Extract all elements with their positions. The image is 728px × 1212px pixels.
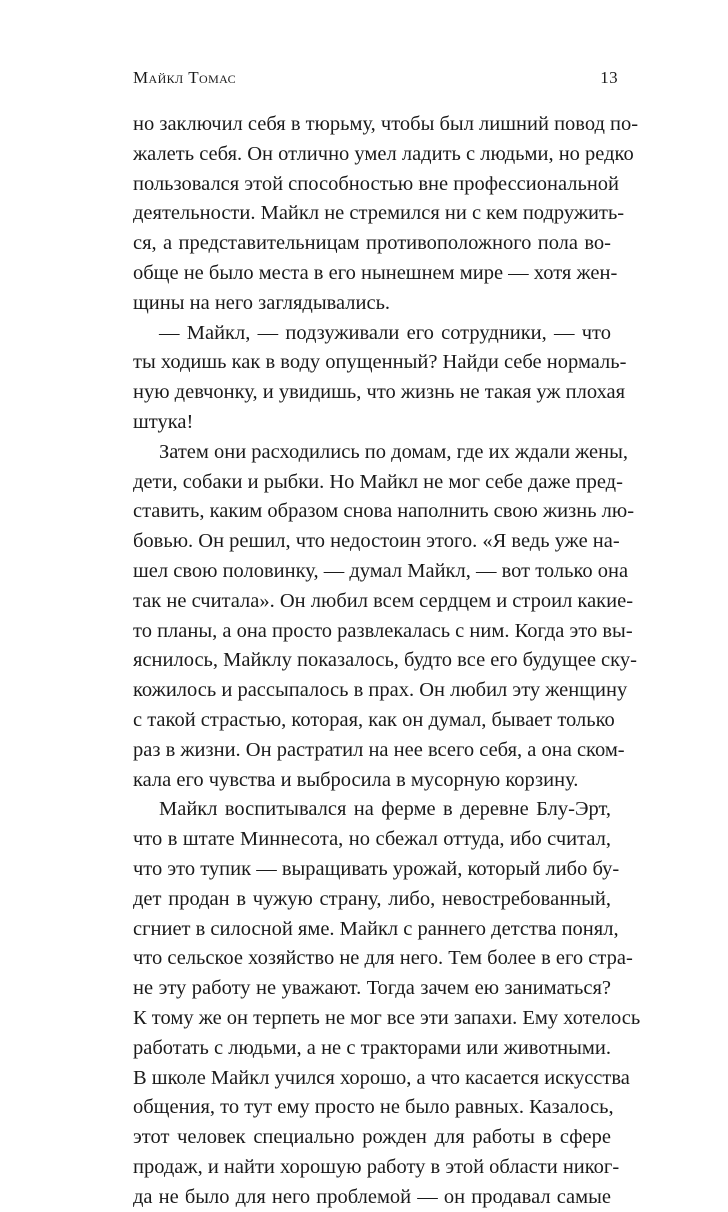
- text-line: да не было для него проблемой — он продавал самые: [133, 1185, 611, 1208]
- paragraph: [133, 795, 641, 1212]
- text-line: обще не было места в его нынешнем мире — хотя жен-: [133, 261, 618, 284]
- text-line: продаж, и найти хорошую работу в этой области никог-: [133, 1155, 620, 1178]
- text-line: кала его чувства и выбросила в мусорную корзину.: [133, 768, 579, 791]
- running-head-author: Майкл Томас: [133, 68, 237, 87]
- text-line: что сельское хозяйство не для него. Тем более в его стра-: [133, 947, 633, 970]
- text-line: жалеть себя. Он отлично умел ладить с людьми, но редко: [133, 142, 634, 165]
- text-line: ную девчонку, и увидишь, что жизнь не такая уж плохая: [133, 381, 626, 404]
- body-text: [133, 110, 641, 1212]
- page-number: 13: [600, 68, 618, 87]
- text-line: с такой страстью, которая, как он думал, бывает только: [133, 708, 615, 731]
- text-line: то планы, а она просто развлекалась с ним. Когда это вы-: [133, 619, 633, 642]
- text-line: сгниет в силосной яме. Майкл с раннего детства понял,: [133, 917, 619, 940]
- text-line: этот человек специально рожден для работы в сфере: [133, 1126, 611, 1149]
- text-line: общения, то тут ему просто не было равных. Казалось,: [133, 1096, 614, 1119]
- paragraph: [133, 110, 639, 319]
- text-line: Затем они расходились по домам, где их ждали жены,: [159, 440, 629, 463]
- text-line: К тому же он терпеть не мог все эти запахи. Ему хотелось: [133, 1006, 641, 1029]
- text-line: штука!: [133, 410, 194, 433]
- text-line: ты ходишь как в воду опущенный? Найди себе нормаль-: [133, 351, 627, 374]
- text-line: В школе Майкл учился хорошо, а что касается искусства: [133, 1066, 630, 1089]
- text-line: работать с людьми, а не с тракторами или животными.: [133, 1036, 611, 1059]
- paragraph: [133, 438, 637, 796]
- text-line: дет продан в чужую страну, либо, невостребованный,: [133, 887, 611, 910]
- text-line: но заключил себя в тюрьму, чтобы был лишний повод по-: [133, 113, 639, 135]
- text-line: так не считала». Он любил всем сердцем и строил какие-: [133, 589, 634, 612]
- text-line: что это тупик — выращивать урожай, который либо бу-: [133, 857, 620, 880]
- text-line: раз в жизни. Он растратил на нее всего себя, а она ском-: [133, 738, 625, 761]
- text-line: кожилось и рассыпалось в прах. Он любил эту женщину: [133, 679, 628, 702]
- text-line: ставить, каким образом снова наполнить свою жизнь лю-: [133, 500, 635, 523]
- text-line: яснилось, Майклу показалось, будто все его будущее ску-: [133, 649, 637, 672]
- text-line: ся, а представительницам противоположного пола во-: [133, 232, 611, 255]
- text-line: не эту работу не уважают. Тогда зачем ею заниматься?: [133, 977, 611, 1000]
- text-line: деятельности. Майкл не стремился ни с кем подружить-: [133, 202, 625, 225]
- text-line: дети, собаки и рыбки. Но Майкл не мог себе даже пред-: [133, 470, 623, 493]
- text-line: — Майкл, — подзуживали его сотрудники, — что: [159, 321, 611, 344]
- text-line: шел свою половинку, — думал Майкл, — вот только она: [133, 559, 629, 582]
- text-line: что в штате Миннесота, но сбежал оттуда, ибо считал,: [133, 828, 611, 851]
- paragraph: [133, 319, 627, 438]
- text-line: пользовался этой способностью вне профессиональной: [133, 172, 620, 195]
- running-head: [133, 68, 618, 92]
- text-line: бовью. Он решил, что недостоин этого. «Я ведь уже на-: [133, 530, 620, 553]
- text-line: Майкл воспитывался на ферме в деревне Блу-Эрт,: [159, 798, 611, 821]
- text-line: щины на него заглядывались.: [133, 291, 391, 314]
